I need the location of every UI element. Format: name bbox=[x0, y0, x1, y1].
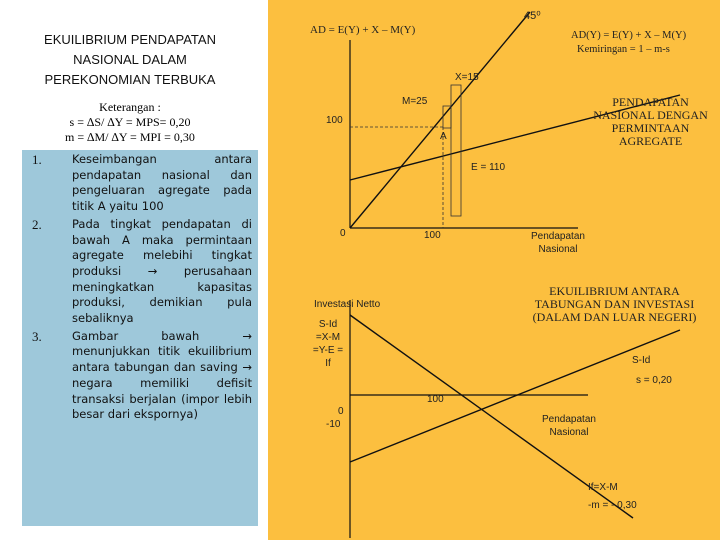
list-item-number: 1. bbox=[32, 152, 42, 167]
keterangan bbox=[10, 100, 250, 145]
top-chart-title: PENDAPATAN NASIONAL DENGAN PERMINTAAN AGREGATE bbox=[593, 95, 708, 148]
x-tick-100: 100 bbox=[424, 230, 441, 241]
bottom-chart-title: EKUILIBRIUM ANTARA TABUNGAN DAN INVESTASI (DALAM DAN LUAR NEGERI) bbox=[532, 284, 697, 324]
ady-equation: AD(Y) = E(Y) + X – M(Y) bbox=[571, 30, 687, 41]
top-x-axis-label: Pendapatan Nasional bbox=[531, 231, 585, 255]
e-label: E = 110 bbox=[471, 162, 506, 173]
list-item bbox=[22, 152, 252, 215]
point-a: A bbox=[440, 131, 447, 142]
sid-label: S-Id bbox=[632, 355, 651, 366]
list-item bbox=[22, 329, 252, 423]
diagram-svg bbox=[268, 0, 720, 540]
list-item bbox=[22, 217, 252, 327]
m-label: M=25 bbox=[402, 96, 428, 107]
bottom-x-axis-label: Pendapatan Nasional bbox=[542, 414, 596, 438]
if-label: If=X-M bbox=[588, 482, 618, 493]
list-item-text: Keseimbangan antara pendapatan nasional dan pengeluaran agregate pada titik A yaitu 100 bbox=[72, 152, 252, 214]
y-tick-100: 100 bbox=[326, 115, 343, 126]
slope-label: Kemiringan = 1 – m-s bbox=[577, 44, 670, 55]
left-title: EKUILIBRIUM PENDAPATAN NASIONAL DALAM PEREKONOMIAN TERBUKA bbox=[44, 32, 216, 87]
list-item-number: 3. bbox=[32, 328, 42, 344]
keterangan-mps: s = ∆S/ ∆Y = MPS= 0,20 bbox=[69, 115, 191, 129]
explanation-list bbox=[22, 152, 252, 423]
s-rate-label: s = 0,20 bbox=[636, 375, 672, 386]
angle-label: 45⁰ bbox=[524, 10, 541, 22]
list-item-text: Pada tingkat pendapatan di bawah A maka permintaan agregate melebihi tingkat produksi → perusahaan meningkatkan kapasitas produksi, demikian pula sebaliknya bbox=[72, 216, 252, 326]
ad-equation: AD = E(Y) + X – M(Y) bbox=[310, 24, 416, 36]
keterangan-heading: Keterangan : bbox=[99, 100, 161, 114]
bottom-y-axis-label: Investasi Netto bbox=[314, 299, 381, 310]
identity-label: S-Id =X-M =Y-E = If bbox=[312, 319, 344, 369]
bottom-origin: 0 bbox=[338, 406, 344, 417]
diagram-panel bbox=[268, 0, 720, 540]
x-label: X=15 bbox=[455, 72, 479, 83]
bottom-neg-tick: -10 bbox=[326, 419, 341, 430]
line-45-degree bbox=[350, 12, 530, 228]
bottom-x-tick-100: 100 bbox=[427, 394, 444, 405]
top-origin: 0 bbox=[340, 228, 346, 239]
list-item-number: 2. bbox=[32, 216, 42, 232]
m-rate-label: -m = - 0,30 bbox=[588, 500, 637, 511]
keterangan-mpi: m = ∆M/ ∆Y = MPI = 0,30 bbox=[65, 130, 195, 144]
list-item-text: Gambar bawah → menunjukkan titik ekuilibrium antara tabungan dan saving → negara memiliki defisit transaksi berjalan (impor lebih besar dari ekspornya) bbox=[72, 328, 252, 422]
